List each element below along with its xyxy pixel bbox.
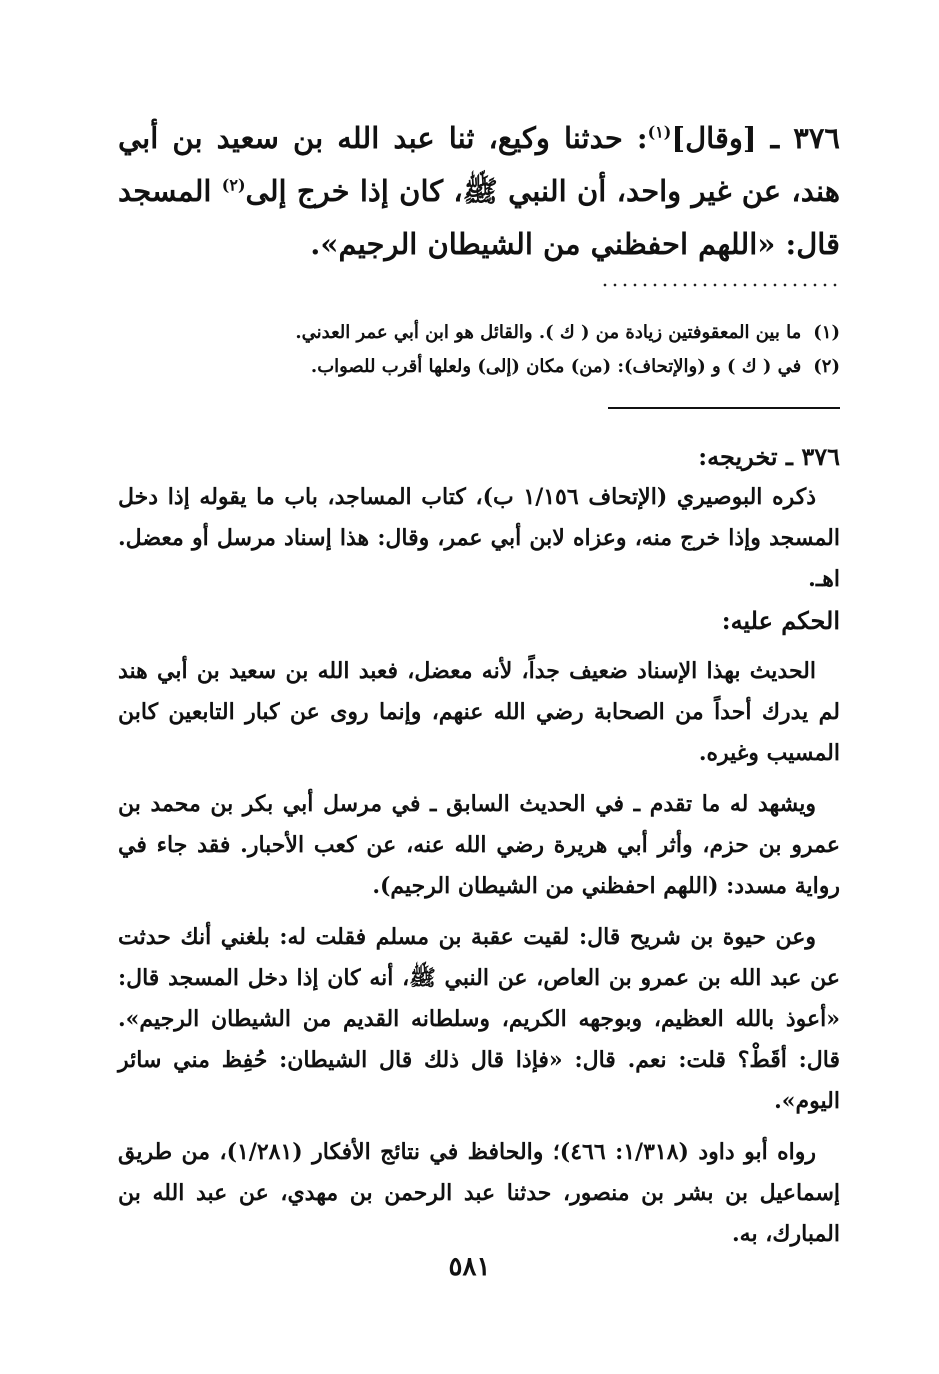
- footnote-separator: [600, 283, 840, 287]
- hadith-text: [118, 112, 840, 271]
- hukm-paragraph-3: وعن حيوة بن شريح قال: لقيت عقبة بن مسلم فقلت له: بلغني أنك حدثت عن عبد الله بن عمرو بن العاص، عن النبي ﷺ، أنه كان إذا دخل المسجد قال: «أعوذ بالله العظيم، وبوجهه الكريم، وسلطانه القديم من الشيطان الرجيم». قال: أقَطْ؟ قلت: نعم. قال: «فإذا قال ذلك قال الشيطان: حُفِظ مني سائر اليوم».: [118, 924, 840, 1114]
- takhrij-text: ذكره البوصيري (الإتحاف ١/١٥٦ ب)، كتاب المساجد، باب ما يقوله إذا دخل المسجد وإذا خرج منه، وعزاه لابن أبي عمر، وقال: هذا إسناد مرسل أو معضل. اهـ.: [118, 484, 840, 592]
- footnote-ref-2: (٢): [221, 175, 246, 195]
- hukm-paragraph-1: الحديث بهذا الإسناد ضعيف جداً، لأنه معضل، فعبد الله بن سعيد بن أبي هند لم يدرك أحداً من الصحابة رضي الله عنهم، وإنما روى عن كبار التابعين كابن المسيب وغيره.: [118, 658, 840, 766]
- footnote-2-text: في ( ك ) و (والإتحاف): (من) مكان (إلى) ولعلها أقرب للصواب.: [310, 356, 802, 377]
- footnote-2-number: (٢): [813, 356, 840, 377]
- takhrij-heading: ٣٧٦ ـ تخريجه:: [698, 442, 840, 471]
- footnote-1-text: ما بين المعقوفتين زيادة من ( ك ). والقائل هو ابن أبي عمر العدني.: [295, 322, 802, 343]
- footnote-1-number: (١): [813, 322, 840, 343]
- footnote-1: [118, 318, 840, 348]
- page-number: ٥٨١: [448, 1252, 491, 1282]
- hadith-part-a: [وقال]: [671, 121, 757, 155]
- hukm-heading: الحكم عليه:: [721, 606, 840, 635]
- hukm-paragraph-4: رواه أبو داود (١/٣١٨: ٤٦٦)؛ والحافظ في نتائج الأفكار (١/٢٨١)، من طريق إسماعيل بن بشر بن منصور، حدثنا عبد الرحمن بن مهدي، عن عبد الله بن المبارك، به.: [118, 1139, 840, 1247]
- footnote-2: [118, 352, 840, 382]
- hadith-part-c: المسجد قال: «اللهم احفظني من الشيطان الرجيم».: [118, 174, 840, 261]
- hukm-paragraph-2: ويشهد له ما تقدم ـ في الحديث السابق ـ في مرسل أبي بكر بن محمد بن عمرو بن حزم، وأثر أبي هريرة رضي الله عنه، عن كعب الأحبار. فقد جاء في رواية مسدد: (اللهم احفظني من الشيطان الرجيم).: [118, 791, 840, 899]
- hadith-number: ٣٧٦ ـ: [770, 121, 840, 155]
- section-divider: [608, 407, 840, 409]
- footnote-ref-1: (١): [647, 122, 672, 142]
- hadith-part-b: : حدثنا وكيع، ثنا عبد الله بن سعيد بن أبي هند، عن غير واحد، أن النبي ﷺ، كان إذا خرج إلى: [118, 121, 840, 208]
- commentary: [118, 436, 840, 1255]
